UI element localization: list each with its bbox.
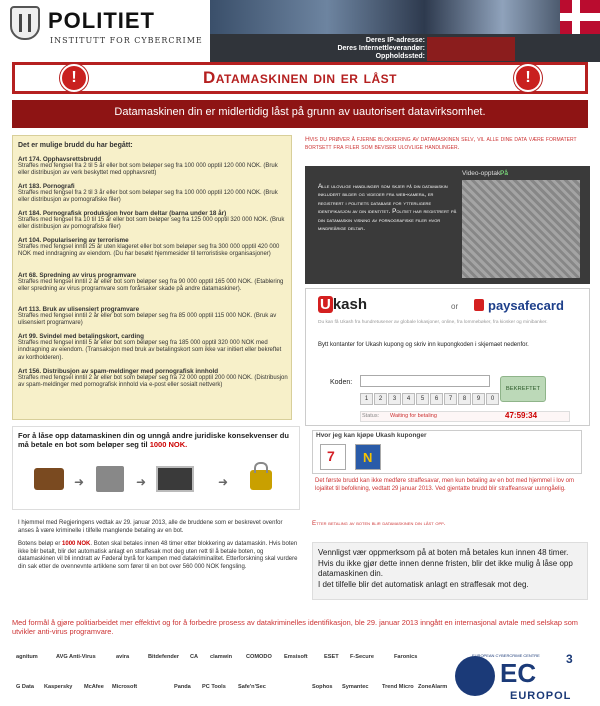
ip-address-label: Deres IP-adresse: (365, 37, 425, 44)
ip-address-value (427, 37, 515, 45)
law-title: Art 99. Svindel med betalingskort, carding (18, 333, 144, 340)
antivirus-logo: PC Tools (202, 684, 226, 690)
law-item (18, 210, 288, 232)
law-body: Straffes med fengsel inntil 2 år eller bot som beløper seg fra 90 000 opptil 165 000 NOK. (Etablering eller spredning av virus programvare som forårsaker skade på andre datamaskiner). (18, 279, 284, 293)
ec3-caption: EUROPEAN CYBERCRIME CENTRE (472, 653, 540, 658)
keypad-key[interactable]: 9 (472, 393, 485, 405)
deadline-notice-text: Vennligst vær oppmerksom på at boten må betales kun innen 48 timer. Hvis du ikke gjør dette innen denne fristen, blir det ikke mulig å låse opp datamaskinen din. I det tilfelle blir det automatisk anlagt en straffesak mot deg. (318, 548, 573, 589)
fine-amount: 1000 NOK. (149, 440, 188, 449)
or-label: or (451, 302, 459, 311)
law-title: Art 156. Distribusjon av spam-meldinger med pornografisk innhold (18, 368, 219, 375)
antivirus-logo-row (12, 680, 452, 698)
padlock-icon (250, 470, 272, 490)
keypad-key[interactable]: 6 (430, 393, 443, 405)
warning-icon-right: ! (514, 64, 542, 92)
antivirus-logo: Trend Micro (382, 684, 414, 690)
keypad-key[interactable]: 2 (374, 393, 387, 405)
law-body: Straffes med fengsel fra 2 til 5 år eller bot som beløper seg fra 100 000 opptil 120 000 NOK. (Bruk eller distribusjon av verk beskyttet med opphavsrett) (18, 163, 278, 177)
brand-title: POLITIET (48, 8, 155, 33)
isp-value (427, 45, 515, 53)
page-title: Datamaskinen din er låst (203, 68, 397, 87)
law-item (18, 333, 288, 362)
antivirus-logo: ESET (324, 654, 339, 660)
fine-prefix: Botens beløp er (18, 541, 63, 548)
antivirus-logo: G Data (16, 684, 35, 690)
countdown-timer: 47:59:34 (505, 411, 538, 420)
ec3-superscript: 3 (566, 652, 573, 666)
webcam-feed (462, 180, 580, 278)
unlock-after-payment-text: Etter betaling av boten blir datamaskinen din låst opp. (312, 520, 446, 527)
location-label: Oppholdssted: (375, 53, 425, 60)
europe-map-icon (455, 656, 495, 696)
pay-instructions-text: For å låse opp datamaskinen din og unngå andre juridiske konsekvenser du må betale en bot som beløper seg til (18, 431, 289, 449)
antivirus-logo: McAfee (84, 684, 104, 690)
database-notice-text: Alle ulovlige handlinger som skjer på din datamaskin inkludert bilder og videoer fra web-kamera, er registrert i politiets database for ytterligere identifikasjon av din identitet. Politiet har registrert på din datamaskin visning av pornografiske filer hvor mindreårige deltar. (318, 183, 457, 233)
video-status: På (500, 170, 508, 177)
law-item (18, 156, 288, 178)
fine-suffix: . Boten skal betales innen 48 timer etter blokkering av datamaskin. Hvis boten ikke blir betalt, blir det automatisk anlagt en straffesak mot deg uten rett til å betale boten, og datamaskinen vil bli inndratt av Føderal byrå for kampen med datakriminalitet. Etterforskning skal vurdere din sak etter de ovennevnte artiklene som fører til en bot over 560 000 NOK fengsling. (18, 541, 298, 570)
law-body: Straffes med fengsel fra 2 til 3 år eller bot som beløper seg fra 100 000 opptil 120 000 NOK. (Bruk eller distribusjon av pornografiske filer) (18, 190, 278, 204)
laws-heading: Det er mulige brudd du har begått: (18, 142, 133, 149)
payment-terminal-icon (96, 466, 124, 492)
status-value: Waiting for betaling (390, 413, 437, 419)
isp-label: Deres Internettleverandør: (337, 45, 425, 52)
location-value (427, 53, 515, 61)
law-item (18, 368, 288, 390)
law-title: Art 183. Pornografi (18, 183, 75, 190)
payment-instruction: Bytt kontanter for Ukash kupong og skriv inn kupongkoden i skjemaet nedenfor. (318, 342, 529, 348)
keypad-key[interactable]: 4 (402, 393, 415, 405)
keypad-key[interactable]: 7 (444, 393, 457, 405)
antivirus-logo: COMODO (246, 654, 272, 660)
law-body: Straffes med fengsel inntil 2 år eller bot som beløper seg fra 85 000 opptil 115 000 NOK. (Bruk av ulisensiert programvare) (18, 313, 277, 327)
antivirus-logo: Microsoft (112, 684, 138, 690)
law-title: Art 104. Popularisering av terrorisme (18, 237, 129, 244)
seven-eleven-logo[interactable] (320, 444, 346, 470)
antivirus-logo: F-Secure (350, 654, 374, 660)
antivirus-logo: clamwin (210, 654, 233, 660)
law-body: Straffes med fengsel inntil 25 år uten klageret eller bot som beløper seg fra 300 000 opptil 420 000 NOK med inndragning av eiendom. (Du har besøkt hjemmesider til terroristiske organisasjoner) (18, 244, 280, 258)
arrow-right-icon: ➜ (136, 475, 147, 489)
police-crest-logo (10, 6, 40, 40)
antivirus-logo: CA (190, 654, 199, 660)
narvesen-logo[interactable] (355, 444, 381, 470)
law-title: Art 68. Spredning av virus programvare (18, 272, 137, 279)
antivirus-logo: Bitdefender (148, 654, 180, 660)
law-title: Art 174. Opphavsrettsbrudd (18, 156, 102, 163)
law-title: Art 113. Bruk av ulisensiert programvare (18, 306, 140, 313)
law-item (18, 272, 288, 294)
wallet-icon (34, 468, 64, 490)
warning-icon-left: ! (60, 64, 88, 92)
fine-amount-inline: 1000 NOK (62, 541, 91, 548)
keypad-key[interactable]: 5 (416, 393, 429, 405)
paysafecard-logo[interactable]: paysafecard (488, 298, 564, 313)
law-item (18, 306, 288, 328)
law-item (18, 183, 288, 205)
antivirus-logo: ZoneAlarm (418, 684, 448, 690)
status-label: Status: (362, 413, 380, 419)
brand-subtitle: INSTITUTT FOR CYBERCRIME (50, 36, 203, 45)
antivirus-logo: avira (116, 654, 130, 660)
law-body: Straffes med fengsel inntil 5 år eller bot som beløper seg fra 185 000 opptil 320 000 NOK med inndragning av eiendom. (Transaksjon med bruk av betalingskort som ikke var initiert eller bekreftet av kortholderen). (18, 340, 282, 361)
antivirus-logo: Faronics (394, 654, 418, 660)
antivirus-logo: Emsisoft (284, 654, 308, 660)
antivirus-logo: agnitum (16, 654, 38, 660)
antivirus-logo: Panda (174, 684, 191, 690)
confirm-payment-button[interactable]: BEKREFTET (500, 376, 546, 402)
agreement-text: Med formål å gjøre politiarbeidet mer effektivt og for å forbedre prosess av datakriminelles identifikasjon, ble 29. januar 2013 inngått en internasjonal avtale med selskap som utvikler anti-virus programvare. (12, 618, 578, 636)
fine-paragraph (18, 541, 298, 571)
arrow-right-icon: ➜ (74, 475, 85, 489)
seven-eleven-mark: 7 (327, 448, 335, 464)
pay-instructions-title (18, 431, 294, 449)
legal-text (18, 520, 298, 578)
ec3-text: EC (500, 658, 537, 688)
header-photo-strip (210, 0, 600, 34)
voucher-code-input[interactable] (360, 375, 490, 387)
law-body: Straffes med fengsel fra 10 til 15 år eller bot som beløper seg fra 125 000 opptil 320 000 NOK. (Bruk eller distribusjon av pornografiske filer) (18, 217, 285, 231)
norway-flag-icon (560, 0, 600, 34)
law-body: Straffes med fengsel inntil 2 år eller bot som beløper seg fra 72 000 opptil 200 000 NOK. (Distribusjon av spam-meldinger med pornografisk innhold via e-post eller sosialt nettverk) (18, 375, 288, 389)
arrow-right-icon: ➜ (218, 475, 229, 489)
narvesen-mark: N (363, 450, 373, 465)
keypad-key[interactable]: 0 (486, 393, 499, 405)
antivirus-logo-row (12, 650, 452, 668)
antivirus-logo: Symantec (342, 684, 369, 690)
keypad-key[interactable]: 3 (388, 393, 401, 405)
keypad-key[interactable]: 1 (360, 393, 373, 405)
law-item (18, 237, 288, 259)
keypad-key[interactable]: 8 (458, 393, 471, 405)
antivirus-logo: AVG Anti-Virus (56, 654, 96, 660)
code-label: Koden: (330, 379, 353, 386)
laptop-icon (156, 466, 194, 492)
europol-label: EUROPOL (510, 690, 572, 702)
video-label: Video-opptak: (462, 170, 502, 177)
first-offence-note: Det første brudd kan ikke medføre straffesavar, men kun betaling av en bot med hjemmel i lov om lojalitet til befolkning, vedtatt 29 januar 2013. Ved gjentatte brudd blir straffeansvar uunngåelig. (315, 478, 575, 492)
format-warning-text: Hvis du prøver å fjerne blokkering av datamaskinen selv, vil alle dine data være formatert bortsett fra filer som beviser ulovlige handlinger. (305, 136, 577, 151)
buy-locations-title: Hvor jeg kan kjøpe Ukash kuponger (316, 432, 427, 439)
paysafecard-lock-icon (474, 299, 484, 311)
antivirus-logo: Kaspersky (44, 684, 73, 690)
ukash-logo[interactable]: Ukash (320, 296, 368, 313)
page-subtitle: Datamaskinen din er midlertidig låst på grunn av uautorisert datavirksomhet. (114, 106, 486, 118)
antivirus-logo: Sophos (312, 684, 333, 690)
law-title: Art 184. Pornografisk produksjon hvor barn deltar (barna under 18 år) (18, 210, 227, 217)
legal-paragraph: I hjemmel med Regjeringens vedtak av 29. januar 2013, alle de bruddene som er beskrevet ovenfor anses å være kriminelle i tilfelle manglende betaling av en bot. (18, 520, 283, 534)
antivirus-logo: Safe'n'Sec (238, 684, 266, 690)
payment-small-text: Du kan få Ukash fra hundretusener av globale lokasjoner, online, fra lommebøker, fra kiosker og minibanker. (318, 320, 548, 325)
